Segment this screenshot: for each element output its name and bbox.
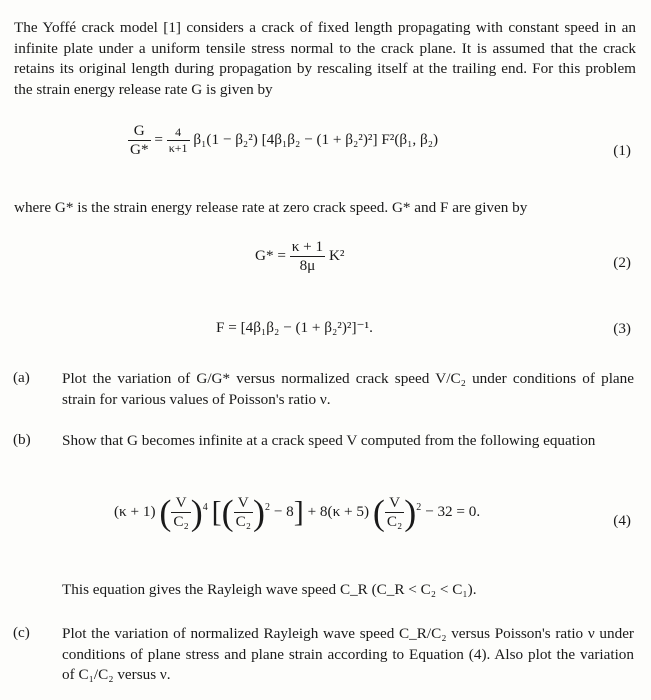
eq3-number: (3) bbox=[613, 320, 631, 337]
eq2-fraction bbox=[290, 238, 325, 275]
part-c-text: Plot the variation of normalized Rayleigh wave speed C_R/C₂ versus Poisson's ratio ν under conditions of plane stress and plane strain according to Equation (4). Also plot the variation of C₁/C₂ versus ν. bbox=[62, 625, 634, 683]
eq4-power-2a: 2 bbox=[265, 501, 270, 513]
eq1-coef-num: 4 bbox=[175, 125, 182, 139]
eq1-number: (1) bbox=[613, 142, 631, 159]
eq4-fraction-2: $\frac{V}{\text{C₂}}$ bbox=[235, 494, 251, 530]
eq2-rhs: K² bbox=[328, 246, 345, 264]
eq4-kappa-term: (κ + 1) bbox=[114, 502, 156, 520]
equation-4: (κ + 1) ( $\frac{V}{\text{C₂}}$ )$^4$ [( $\frac{V}{\text{C₂}}$ )$^2$ − 8] + 8(κ + 5) ( $\frac{V}{\text{C₂}}$ )$^2$ − 32 = 0. bbox=[114, 492, 481, 533]
eq2-den: 8μ bbox=[290, 256, 325, 275]
intro-paragraph: The Yoffé crack model [1] considers a crack of fixed length propagating with constant speed in an infinite plate under a uniform tensile stress normal to the crack plane. It is assumed that the crack retains its original length during propagation by rescaling itself at the trailing end. For this problem the strain energy release rate G is given by bbox=[14, 19, 636, 98]
part-a-text: Plot the variation of G/G* versus normalized crack speed V/C₂ under conditions of plane strain for various values of Poisson's ratio ν. bbox=[62, 370, 634, 408]
eq4-power-4: 4 bbox=[202, 501, 208, 513]
eq4-number: (4) bbox=[613, 512, 631, 529]
eq2-lhs: G* = bbox=[255, 246, 286, 264]
eq1-lhs-fraction bbox=[128, 122, 151, 159]
eq4-minus-8: − 8 bbox=[273, 502, 294, 520]
eq4-tail: − 32 = 0. bbox=[425, 502, 481, 520]
eq4-plus-term: + 8(κ + 5) bbox=[307, 502, 370, 520]
eq2-number: (2) bbox=[613, 254, 631, 271]
eq4-power-2b: 2 bbox=[416, 501, 422, 513]
eq1-lhs-den: G* bbox=[130, 141, 149, 158]
eq1-lhs-num: G bbox=[133, 122, 145, 139]
equation-3: F = [4β₁β₂ − (1 + β₂²)²]⁻¹. bbox=[216, 319, 373, 336]
part-b-text: Show that G becomes infinite at a crack speed V computed from the following equation bbox=[62, 432, 596, 449]
eq4-fraction-1: $\frac{V}{\text{C₂}}$ bbox=[173, 494, 189, 530]
eq1-coef-den: κ+1 bbox=[168, 141, 188, 155]
rayleigh-paragraph: This equation gives the Rayleigh wave speed C_R (C_R < C₂ < C₁). bbox=[62, 581, 477, 598]
eq2-num: κ + 1 bbox=[291, 238, 324, 255]
where-paragraph: where G* is the strain energy release rate at zero crack speed. G* and F are given by bbox=[14, 199, 528, 216]
equation-1: $\frac{G}{G*}$ = $\frac{4}{\kappa+1}$ β₁(1 − β₂²) [4β₁β₂ − (1 + β₂²)²] F²(β₁, β₂) bbox=[130, 122, 439, 158]
part-b-label: (b) bbox=[13, 431, 31, 448]
eq1-body: β₁(1 − β₂²) [4β₁β₂ − (1 + β₂²)²] F²(β₁, β₂) bbox=[193, 130, 439, 148]
eq1-coef-fraction bbox=[167, 125, 190, 156]
equation-2 bbox=[255, 238, 344, 275]
part-a-label: (a) bbox=[13, 369, 30, 386]
eq4-fraction-3: $\frac{V}{\text{C₂}}$ bbox=[386, 494, 403, 530]
part-c-label: (c) bbox=[13, 624, 30, 641]
